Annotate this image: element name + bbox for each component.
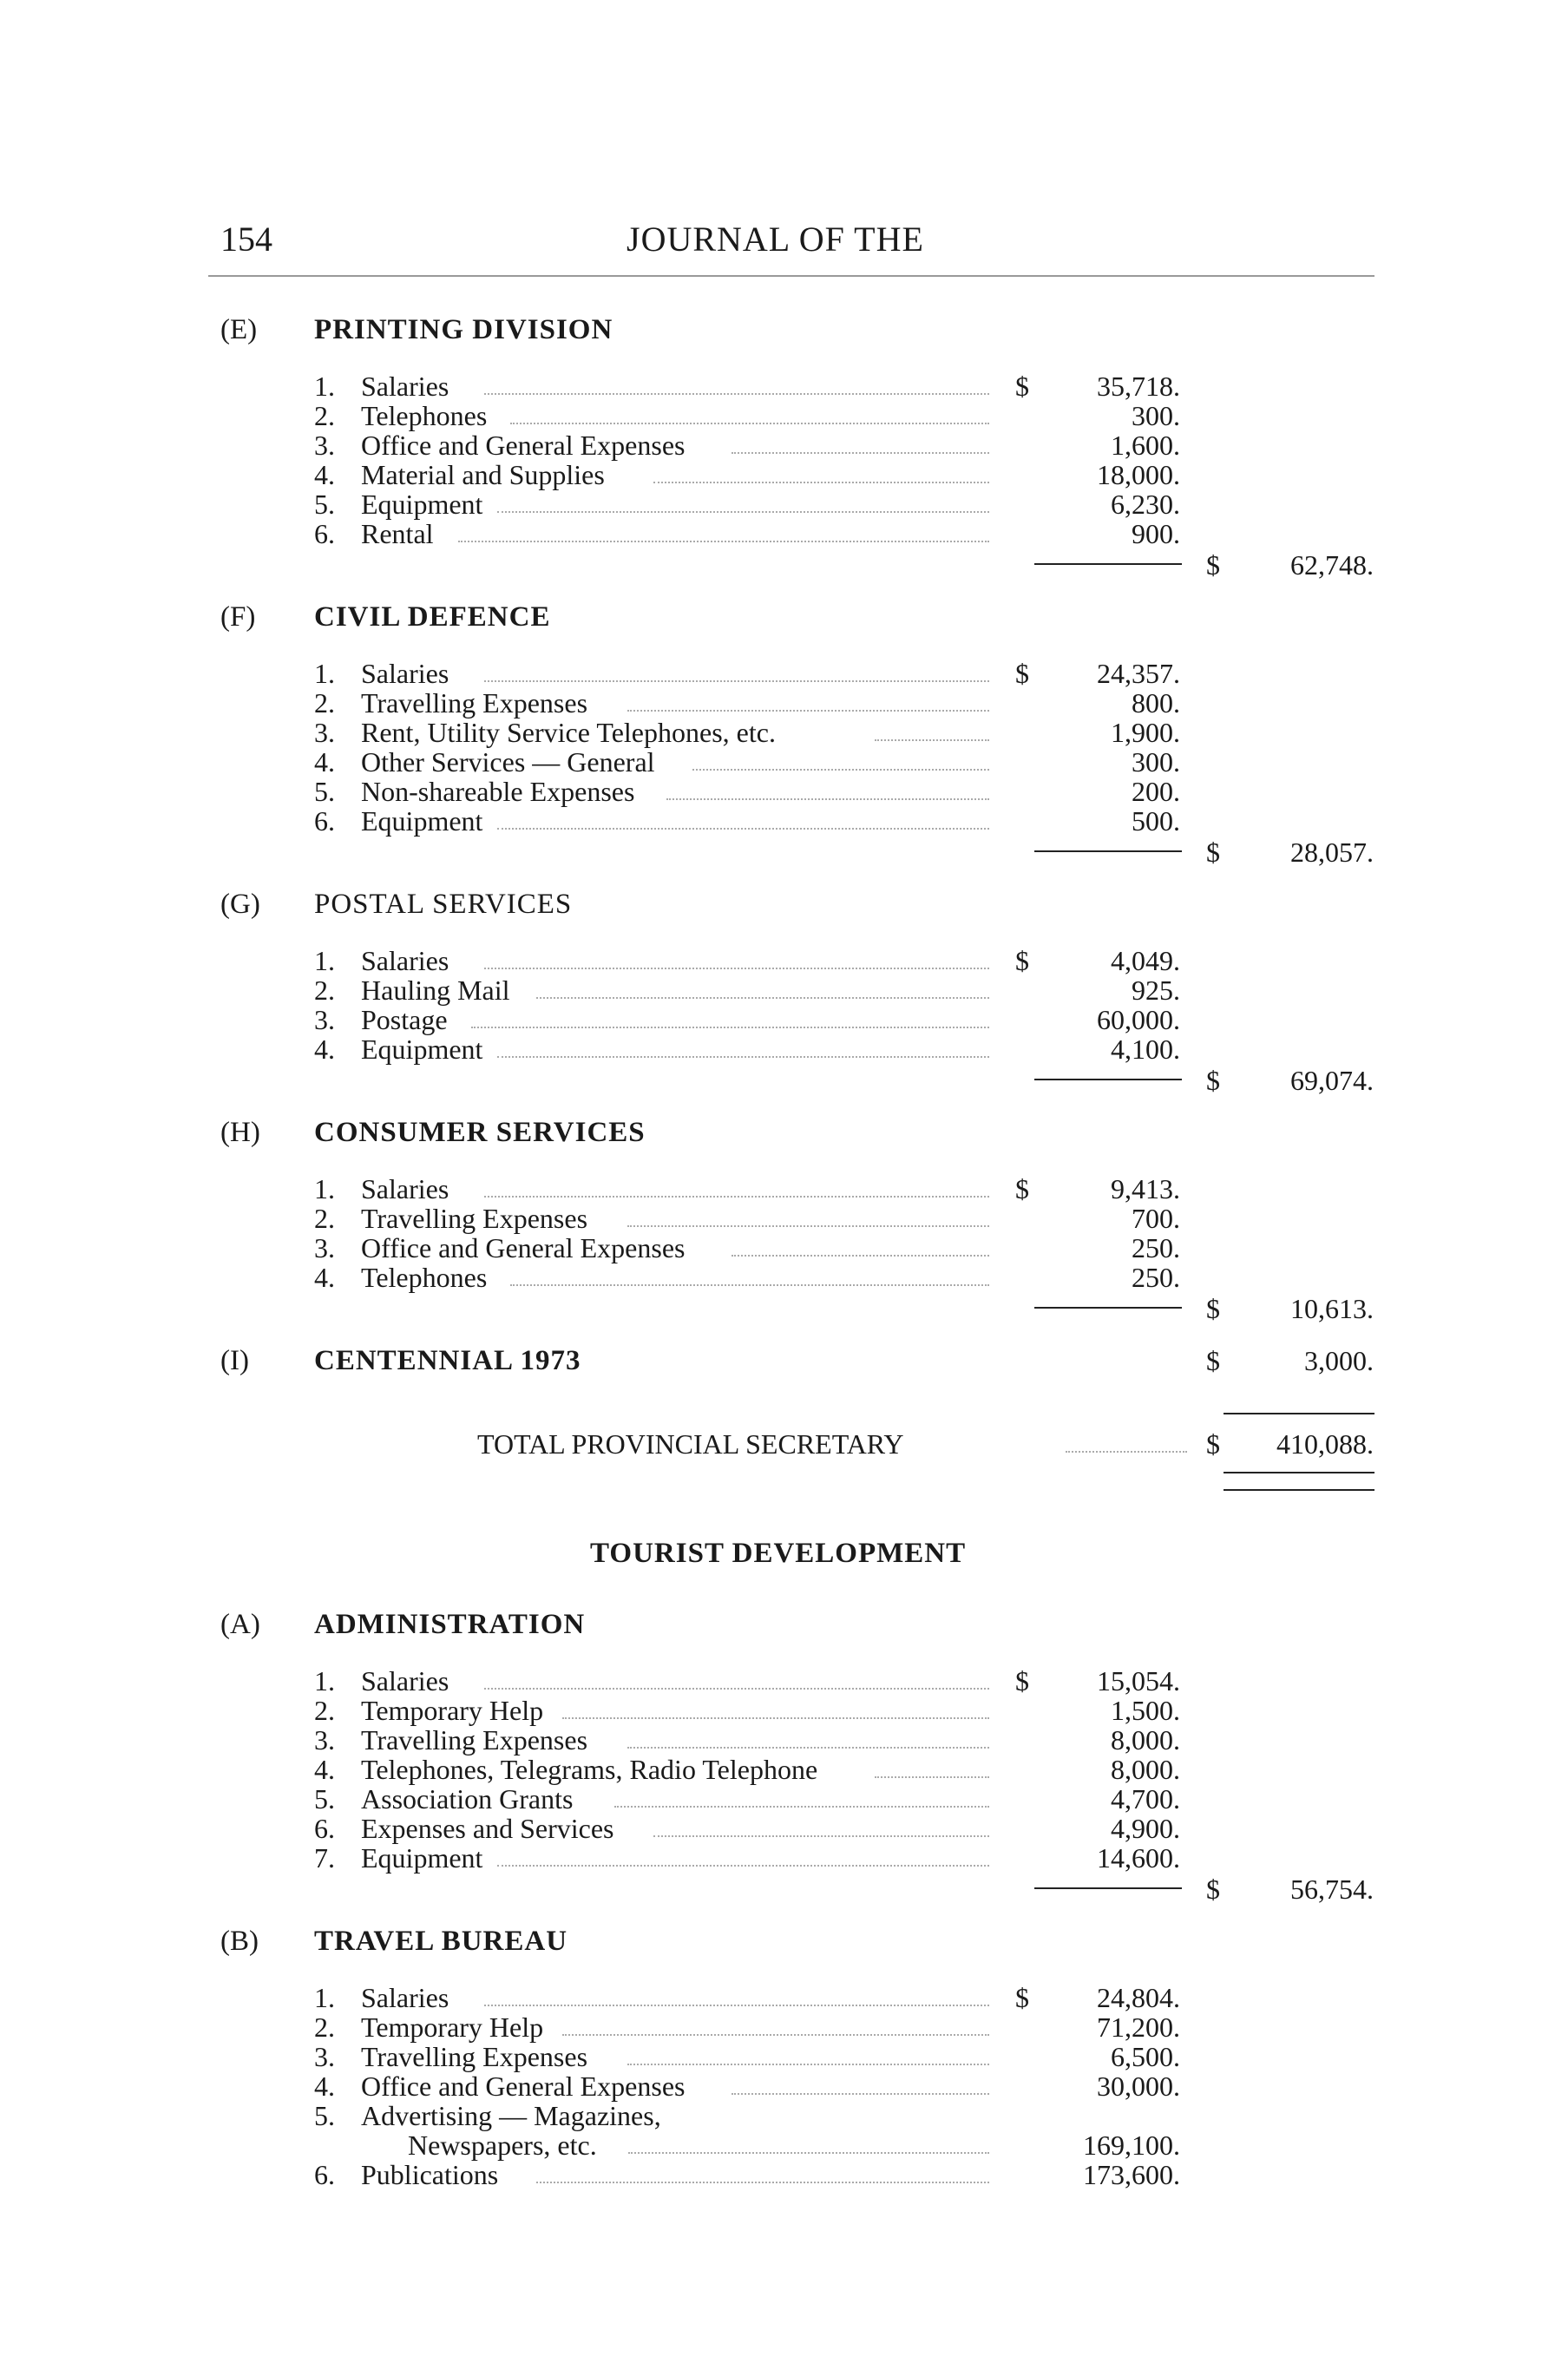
item-amount: 24,357. — [1097, 658, 1180, 689]
item-amount: 8,000. — [1111, 1754, 1180, 1785]
item-amount: 15,054. — [1097, 1665, 1180, 1696]
item-number: 3. — [314, 1724, 335, 1756]
item-number: 2. — [314, 2011, 335, 2043]
item-number: 5. — [314, 2100, 335, 2131]
item-label: Office and General Expenses — [361, 430, 686, 461]
item-amount: 700. — [1132, 1203, 1180, 1234]
subtotal-rule — [1034, 850, 1182, 852]
item-amount: 250. — [1132, 1232, 1180, 1263]
dollar-sign: $ — [1015, 371, 1029, 402]
line-item — [314, 2041, 587, 2073]
item-number: 2. — [314, 1203, 335, 1234]
dot-leader — [484, 1196, 989, 1198]
dot-leader — [627, 2064, 989, 2065]
item-amount: 800. — [1132, 687, 1180, 719]
page-number: 154 — [220, 220, 272, 259]
item-amount: 18,000. — [1097, 459, 1180, 490]
item-number: 4. — [314, 2071, 335, 2102]
dot-leader — [484, 2005, 989, 2006]
dot-leader — [497, 828, 989, 830]
item-amount: 14,600. — [1097, 1842, 1180, 1874]
item-label: Salaries — [361, 658, 449, 689]
item-label: Telephones, Telegrams, Radio Telephone — [361, 1754, 818, 1785]
item-number: 6. — [314, 805, 335, 837]
grand-total-top-rule — [1224, 1413, 1374, 1414]
section-letter: (A) — [220, 1609, 260, 1640]
section-title: CIVIL DEFENCE — [314, 601, 551, 633]
line-item — [314, 1034, 482, 1066]
line-item — [314, 1004, 448, 1036]
item-amount: 4,900. — [1111, 1813, 1180, 1844]
line-item — [314, 2159, 498, 2191]
item-number: 2. — [314, 1695, 335, 1726]
line-item — [314, 371, 449, 403]
section-total: 69,074. — [1290, 1065, 1374, 1096]
section-total: 28,057. — [1290, 837, 1374, 868]
tourist-heading: TOURIST DEVELOPMENT — [590, 1538, 967, 1569]
item-number: 4. — [314, 746, 335, 778]
item-label: Rental — [361, 518, 434, 549]
item-label: Telephones — [361, 400, 488, 431]
item-label: Association Grants — [361, 1783, 574, 1815]
item-number: 1. — [314, 1173, 335, 1204]
item-label: Material and Supplies — [361, 459, 605, 490]
section-title: POSTAL SERVICES — [314, 889, 573, 920]
item-label: Salaries — [361, 371, 449, 402]
running-head: JOURNAL OF THE — [627, 220, 924, 259]
line-item — [314, 717, 776, 749]
line-item — [314, 1813, 613, 1845]
dot-leader — [458, 541, 989, 542]
item-number: 3. — [314, 430, 335, 461]
dot-leader — [484, 680, 989, 682]
item-label: Temporary Help — [361, 1695, 544, 1726]
item-label: Temporary Help — [361, 2011, 544, 2043]
item-amount: 71,200. — [1097, 2011, 1180, 2043]
line-item — [314, 2100, 661, 2132]
section-letter: (I) — [220, 1345, 249, 1376]
item-number: 6. — [314, 518, 335, 549]
dot-leader — [628, 2152, 989, 2154]
item-amount: 169,100. — [1083, 2130, 1180, 2161]
item-number: 6. — [314, 1813, 335, 1844]
item-amount: 900. — [1132, 518, 1180, 549]
grand-total-amount: 410,088. — [1276, 1428, 1374, 1460]
dot-leader — [484, 393, 989, 395]
section-letter: (G) — [220, 889, 260, 920]
line-item — [314, 1203, 587, 1235]
subtotal-rule — [1034, 1887, 1182, 1889]
item-number: 4. — [314, 1034, 335, 1065]
dot-leader — [627, 1747, 989, 1749]
section-letter: (H) — [220, 1117, 260, 1148]
header-rule — [208, 275, 1374, 277]
section-title: TRAVEL BUREAU — [314, 1926, 568, 1957]
total-dollar-sign: $ — [1206, 1874, 1220, 1905]
item-label: Equipment — [361, 1034, 483, 1065]
line-item — [314, 1665, 449, 1697]
item-label: Publications — [361, 2159, 499, 2190]
line-item — [314, 687, 587, 719]
line-item — [314, 1173, 449, 1205]
dollar-sign: $ — [1015, 1665, 1029, 1696]
line-item — [314, 658, 449, 690]
line-item — [314, 805, 482, 837]
item-amount: 1,500. — [1111, 1695, 1180, 1726]
item-label: Other Services — General — [361, 746, 655, 778]
item-number: 1. — [314, 1665, 335, 1696]
line-item — [314, 489, 482, 521]
line-item — [314, 1695, 543, 1727]
dot-leader — [875, 1776, 989, 1778]
item-number: 4. — [314, 1262, 335, 1293]
item-number: 4. — [314, 1754, 335, 1785]
line-item — [314, 1724, 587, 1756]
item-amount: 250. — [1132, 1262, 1180, 1293]
item-label: Travelling Expenses — [361, 2041, 588, 2072]
section-letter: (B) — [220, 1926, 259, 1957]
item-amount: 6,230. — [1111, 489, 1180, 520]
section-title: PRINTING DIVISION — [314, 314, 613, 345]
dot-leader — [653, 482, 989, 483]
item-number: 6. — [314, 2159, 335, 2190]
line-item — [314, 746, 655, 778]
item-label: Rent, Utility Service Telephones, etc. — [361, 717, 776, 748]
dot-leader — [497, 511, 989, 513]
dot-leader — [497, 1056, 989, 1058]
total-dollar-sign: $ — [1206, 1293, 1220, 1324]
item-label: Non-shareable Expenses — [361, 776, 635, 807]
line-item — [314, 1754, 817, 1786]
grand-total-dollar-sign: $ — [1206, 1428, 1220, 1460]
item-amount: 1,900. — [1111, 717, 1180, 748]
item-label: Equipment — [361, 805, 483, 837]
dot-leader — [484, 968, 989, 969]
item-number: 2. — [314, 975, 335, 1006]
dot-leader — [653, 1835, 989, 1837]
section-title: ADMINISTRATION — [314, 1609, 586, 1640]
line-item — [314, 776, 634, 808]
subtotal-rule — [1034, 1079, 1182, 1080]
item-label: Salaries — [361, 1173, 449, 1204]
line-item — [314, 430, 685, 462]
dot-leader — [471, 1027, 989, 1028]
item-amount: 1,600. — [1111, 430, 1180, 461]
dot-leader — [562, 2034, 989, 2036]
item-amount: 200. — [1132, 776, 1180, 807]
item-amount: 24,804. — [1097, 1982, 1180, 2013]
line-item — [314, 518, 434, 550]
subtotal-rule — [1034, 563, 1182, 565]
dot-leader — [536, 2182, 989, 2183]
section-letter: (E) — [220, 314, 258, 345]
dollar-sign: $ — [1015, 1173, 1029, 1204]
item-amount: 60,000. — [1097, 1004, 1180, 1035]
item-label: Telephones — [361, 1262, 488, 1293]
dot-leader — [497, 1865, 989, 1867]
dollar-sign: $ — [1015, 1982, 1029, 2013]
dollar-sign: $ — [1015, 945, 1029, 976]
item-label: Equipment — [361, 489, 483, 520]
item-amount: 925. — [1132, 975, 1180, 1006]
dot-leader — [510, 1284, 989, 1286]
item-amount: 500. — [1132, 805, 1180, 837]
dot-leader — [875, 739, 989, 741]
item-amount: 173,600. — [1083, 2159, 1180, 2190]
line-item — [314, 2011, 543, 2044]
item-number: 1. — [314, 1982, 335, 2013]
item-label: Salaries — [361, 1665, 449, 1696]
item-number: 3. — [314, 1004, 335, 1035]
item-number: 2. — [314, 687, 335, 719]
item-label-continued: Newspapers, etc. — [408, 2130, 597, 2161]
section-title: CENTENNIAL 1973 — [314, 1345, 581, 1376]
item-amount: 300. — [1132, 400, 1180, 431]
section-total: 56,754. — [1290, 1874, 1374, 1905]
item-number: 4. — [314, 459, 335, 490]
section-title: CONSUMER SERVICES — [314, 1117, 646, 1148]
dot-leader — [732, 1255, 989, 1257]
item-amount: 6,500. — [1111, 2041, 1180, 2072]
item-label: Expenses and Services — [361, 1813, 614, 1844]
line-item — [314, 400, 487, 432]
item-amount: 300. — [1132, 746, 1180, 778]
section-total: 3,000. — [1304, 1345, 1374, 1376]
dot-leader — [562, 1717, 989, 1719]
total-dollar-sign: $ — [1206, 1065, 1220, 1096]
item-label: Travelling Expenses — [361, 1724, 588, 1756]
item-number: 1. — [314, 658, 335, 689]
line-item — [314, 945, 449, 977]
line-item — [314, 975, 510, 1007]
item-label: Hauling Mail — [361, 975, 510, 1006]
dot-leader — [692, 769, 989, 771]
item-number: 5. — [314, 489, 335, 520]
total-dollar-sign: $ — [1206, 1345, 1220, 1376]
item-number: 5. — [314, 776, 335, 807]
total-dollar-sign: $ — [1206, 549, 1220, 581]
grand-total-rule-2 — [1224, 1489, 1374, 1491]
item-amount: 4,049. — [1111, 945, 1180, 976]
line-item — [314, 1232, 685, 1264]
dot-leader — [732, 452, 989, 454]
item-number: 1. — [314, 945, 335, 976]
item-label: Salaries — [361, 1982, 449, 2013]
line-item — [314, 1842, 482, 1874]
item-label: Office and General Expenses — [361, 1232, 686, 1263]
item-label: Office and General Expenses — [361, 2071, 686, 2102]
item-amount: 35,718. — [1097, 371, 1180, 402]
dot-leader — [510, 423, 989, 424]
dot-leader — [536, 997, 989, 999]
item-amount: 4,700. — [1111, 1783, 1180, 1815]
section-total: 10,613. — [1290, 1293, 1374, 1324]
line-item — [314, 1262, 487, 1294]
item-amount: 4,100. — [1111, 1034, 1180, 1065]
item-label: Travelling Expenses — [361, 1203, 588, 1234]
dot-leader — [484, 1688, 989, 1690]
item-amount: 30,000. — [1097, 2071, 1180, 2102]
dollar-sign: $ — [1015, 658, 1029, 689]
dot-leader — [627, 1225, 989, 1227]
dot-leader — [614, 1806, 989, 1808]
dot-leader — [666, 798, 989, 800]
subtotal-rule — [1034, 1307, 1182, 1309]
item-number: 7. — [314, 1842, 335, 1874]
dot-leader — [732, 2093, 989, 2095]
item-number: 5. — [314, 1783, 335, 1815]
line-item — [314, 2071, 685, 2103]
item-label: Postage — [361, 1004, 448, 1035]
item-number: 3. — [314, 2041, 335, 2072]
item-amount: 9,413. — [1111, 1173, 1180, 1204]
line-item — [314, 1783, 573, 1815]
grand-total-rule-1 — [1224, 1472, 1374, 1473]
item-label: Travelling Expenses — [361, 687, 588, 719]
section-total: 62,748. — [1290, 549, 1374, 581]
dot-leader — [1066, 1451, 1187, 1453]
grand-total-label: TOTAL PROVINCIAL SECRETARY — [477, 1428, 904, 1460]
item-number: 1. — [314, 371, 335, 402]
item-amount: 8,000. — [1111, 1724, 1180, 1756]
item-number: 3. — [314, 717, 335, 748]
total-dollar-sign: $ — [1206, 837, 1220, 868]
dot-leader — [627, 710, 989, 712]
item-number: 3. — [314, 1232, 335, 1263]
line-item — [314, 459, 605, 491]
item-label: Salaries — [361, 945, 449, 976]
line-item — [314, 1982, 449, 2014]
item-number: 2. — [314, 400, 335, 431]
section-letter: (F) — [220, 601, 256, 633]
item-label: Advertising — Magazines, — [361, 2100, 661, 2131]
item-label: Equipment — [361, 1842, 483, 1874]
